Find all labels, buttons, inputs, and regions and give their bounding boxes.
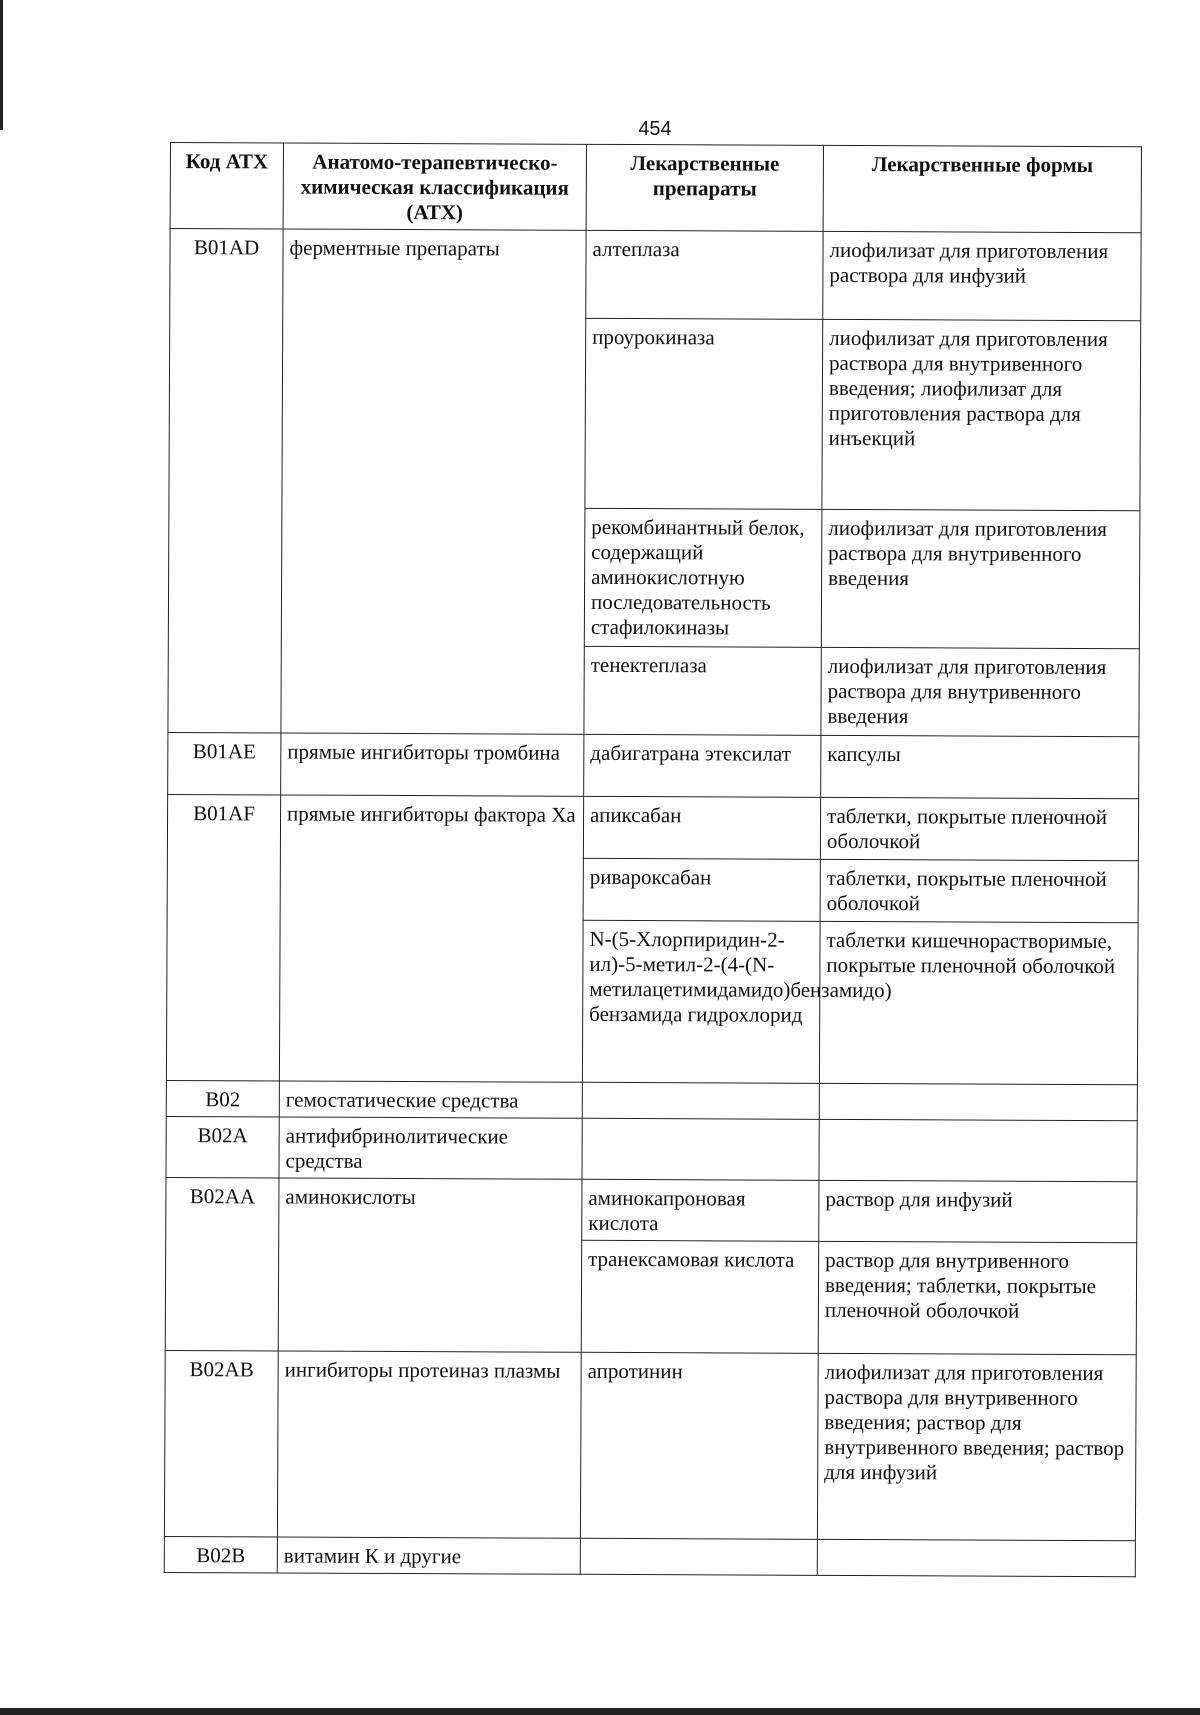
atc-code-cell: B02: [166, 1080, 279, 1116]
table-row: [166, 1080, 1137, 1120]
atc-code-cell: B02AB: [164, 1350, 278, 1536]
form-cell: [817, 1539, 1135, 1576]
drug-cell: N-(5-Хлорпиридин-2-ил)-5-метил-2-(4-(N-метилацетимидамидо)бензамидо) бензамида гидрохлорид: [582, 920, 820, 1083]
form-cell: лиофилизат для приготовления раствора для внутривенного введения; раствор для внутривенного введения; раствор для инфузий: [817, 1353, 1136, 1540]
drug-cell: алтеплаза: [586, 230, 823, 319]
form-cell: [819, 1083, 1137, 1120]
atc-name-cell: гемостатические средства: [279, 1081, 582, 1118]
atc-code-cell: B01AD: [168, 229, 283, 733]
scan-edge-bottom: [0, 1708, 1200, 1715]
drug-cell: [580, 1538, 817, 1575]
atc-name-cell: антифибринолитические средства: [279, 1117, 582, 1179]
form-cell: таблетки, покрытые пленочной оболочкой: [820, 797, 1138, 860]
table-row: [166, 1177, 1137, 1242]
table-row: [167, 794, 1138, 860]
drug-cell: рекомбинантный белок, содержащий аминокислотную последовательность стафилокиназы: [584, 508, 822, 647]
atc-table: [164, 142, 1142, 1577]
atc-name-cell: прямые ингибиторы тромбина: [281, 733, 584, 796]
drug-cell: апиксабан: [583, 796, 820, 859]
page-number: 454: [638, 118, 672, 140]
drug-cell: [582, 1118, 819, 1180]
form-cell: раствор для внутривенного введения; таблетки, покрытые пленочной оболочкой: [818, 1241, 1136, 1354]
atc-name-cell: ферментные препараты: [281, 229, 586, 734]
drug-cell: дабигатрана этексилат: [584, 734, 821, 797]
atc-code-cell: B02B: [164, 1536, 277, 1572]
atc-name-cell: аминокислоты: [278, 1178, 582, 1352]
scan-edge-left: [0, 0, 3, 130]
table-row: [170, 229, 1141, 321]
drug-cell: тенектеплаза: [584, 646, 821, 735]
form-cell: капсулы: [821, 735, 1139, 798]
form-cell: лиофилизат для приготовления раствора для внутривенного введения; лиофилизат для приготовления раствора для инъекций: [822, 319, 1141, 510]
form-cell: таблетки, покрытые пленочной оболочкой: [820, 859, 1138, 922]
atc-code-cell: B02A: [166, 1116, 279, 1177]
header-classification: Анатомо-терапевтическо-химическая классификация (АТХ): [283, 143, 586, 230]
drug-cell: апротинин: [580, 1352, 818, 1539]
form-cell: лиофилизат для приготовления раствора для внутривенного введения: [821, 647, 1139, 736]
drug-cell: транексамовая кислота: [581, 1240, 818, 1353]
atc-name-cell: ингибиторы протеиназ плазмы: [277, 1351, 581, 1538]
atc-name-cell: прямые ингибиторы фактора Ха: [279, 795, 583, 1082]
table-row: [168, 732, 1139, 798]
table-header-row: [170, 143, 1141, 233]
table-row: [164, 1350, 1136, 1540]
drug-cell: аминокапроновая кислота: [582, 1179, 819, 1241]
form-cell: лиофилизат для приготовления раствора для инфузий: [823, 231, 1141, 320]
drug-cell: ривароксабан: [583, 858, 820, 921]
atc-code-cell: B01AE: [168, 732, 281, 794]
table-row: [166, 1116, 1137, 1181]
drug-cell: [582, 1082, 819, 1119]
form-cell: лиофилизат для приготовления раствора для внутривенного введения: [821, 509, 1140, 648]
atc-name-cell: витамин К и другие: [277, 1537, 580, 1574]
table-row: [164, 1536, 1135, 1576]
header-forms: Лекарственные формы: [823, 145, 1141, 232]
form-cell: [819, 1119, 1137, 1181]
atc-code-cell: B01AF: [166, 794, 280, 1080]
header-code: Код АТХ: [170, 143, 283, 229]
header-drugs: Лекарственные препараты: [586, 144, 823, 231]
atc-code-cell: B02AA: [165, 1177, 279, 1350]
drug-cell: проурокиназа: [585, 318, 823, 509]
form-cell: таблетки кишечнорастворимые, покрытые пленочной оболочкой: [819, 921, 1138, 1084]
form-cell: раствор для инфузий: [819, 1180, 1137, 1242]
